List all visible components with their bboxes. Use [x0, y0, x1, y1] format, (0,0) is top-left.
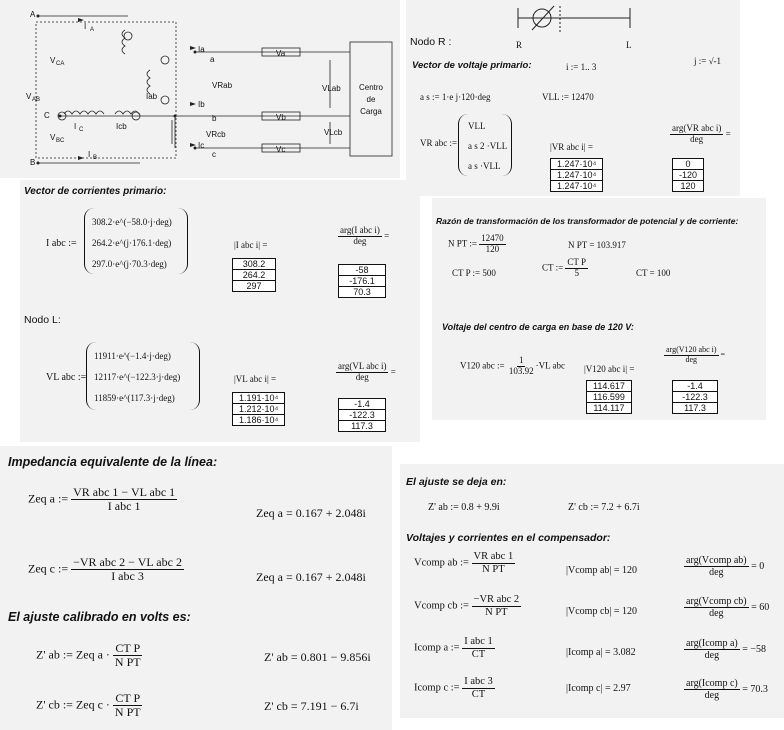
vcomp-ab-lhs: Vcomp ab :=: [414, 557, 469, 569]
diagram-label: Ia: [198, 45, 205, 54]
npt-den: 120: [485, 243, 500, 254]
v120-heading: Voltaje del centro de carga en base de 120 V:: [442, 322, 634, 332]
v120-lhs: V120 abc :=: [460, 360, 505, 371]
zcb-cal-den: N PT: [114, 705, 141, 720]
iabc-entry: 297.0·e^(j·70.3·deg): [92, 259, 167, 269]
zab-calibrated-result: Z' ab = 0.801 − 9.856i: [264, 650, 371, 664]
diagram-label: VLcb: [324, 128, 343, 137]
vcomp-cb-lhs: Vcomp cb :=: [414, 600, 469, 612]
vr-arg-cell: -120: [673, 170, 704, 181]
primary-voltage-heading: Vector de voltaje primario:: [412, 60, 532, 71]
diagram-label: V: [26, 92, 32, 101]
vcomp-cb-arg: [684, 596, 769, 619]
as-def: a s := 1·e j·120·deg: [420, 92, 491, 102]
v120-arg-den: deg: [685, 354, 698, 364]
v120-def: [460, 356, 565, 377]
zcb-calibrated-result: Z' cb = 7.191 − 6.7i: [264, 699, 359, 713]
icomp-c-arg-den: deg: [704, 690, 720, 701]
v120-mag-header: |V120 abc i| =: [584, 364, 635, 374]
diagram-label: c: [212, 150, 216, 159]
zeq-c-result: Zeq a = 0.167 + 2.048i: [256, 570, 366, 584]
diagram-label: Icb: [116, 122, 127, 131]
iabc-arg-header: $\frac{\text{arg(I abc i)}}{\text{deg}}$ =: [340, 225, 390, 246]
icomp-a-arg-val: = −58: [742, 643, 767, 655]
icomp-c-den: CT: [471, 688, 486, 700]
ct-den: 5: [574, 267, 579, 278]
ctp-def: CT P := 500: [452, 268, 496, 278]
diagram-label: I: [84, 22, 87, 31]
vcomp-ab-num: VR abc 1: [473, 551, 514, 562]
diagram-label: A: [30, 10, 36, 19]
icomp-c-def: [414, 676, 495, 700]
ct-lhs: CT :=: [542, 262, 564, 273]
vcomp-ab-mag: |Vcomp ab| = 120: [566, 565, 638, 576]
icomp-a-lhs: Icomp a :=: [414, 642, 460, 654]
v120-arg-header: $\frac{\text{arg(V120 abc i)}}{\text{deg}}$ =: [666, 345, 726, 364]
vr-mag-table: [550, 158, 603, 192]
v120-mag-cell: 114.117: [587, 403, 632, 414]
vlabc-mag-cell: 1.186·10⁴: [233, 415, 285, 426]
ct-num: CT P: [567, 257, 587, 267]
zab-cal-lhs: Z' ab := Zeq a ·: [36, 647, 110, 662]
vr-arg-cell: 0: [673, 159, 704, 170]
vll-def: VLL := 12470: [542, 92, 594, 102]
load-label-line: Carga: [360, 107, 382, 116]
vlabc-arg-den: deg: [355, 371, 369, 382]
meter-label: Va: [276, 49, 286, 58]
iabc-mag-cell: 308.2: [233, 259, 276, 270]
zeq-c-lhs: Zeq c :=: [28, 561, 69, 576]
vr-arg-den: deg: [690, 133, 704, 144]
diagram-label: C: [44, 111, 50, 120]
v120-rhs-tail: ·VL abc: [535, 360, 565, 371]
diagram-label: A: [90, 27, 95, 33]
vcomp-cb-def: [414, 594, 521, 618]
vr-arg-table: [672, 158, 704, 192]
vlabc-entry: 11859·e^(117.3·j·deg): [94, 393, 175, 403]
vcomp-cb-den: N PT: [485, 606, 508, 618]
zeq-c-num: −VR abc 2 − VL abc 2: [73, 555, 182, 569]
vr-mag-cell: 1.247·10⁴: [551, 159, 603, 170]
ct-result: CT = 100: [636, 268, 671, 278]
npt-def: [448, 234, 506, 255]
npt-lhs: N PT :=: [448, 238, 477, 249]
iabc-arg-cell: 70.3: [339, 287, 386, 298]
icomp-a-mag: |Icomp a| = 3.082: [566, 647, 636, 658]
zeq-c-def: [28, 556, 184, 583]
v120-arg-cell: 117.3: [673, 403, 718, 414]
zcb-setting: Z' cb := 7.2 + 6.7i: [568, 502, 640, 513]
calibrated-heading: El ajuste calibrado en volts es:: [8, 610, 191, 624]
diagram-label: CA: [56, 61, 65, 67]
vlabc-arg-cell: -1.4: [339, 399, 386, 410]
iabc-entry: 308.2·e^(−58.0·j·deg): [92, 217, 172, 227]
vcomp-ab-arg: [684, 555, 764, 578]
icomp-a-def: [414, 636, 495, 660]
zcb-cal-num: CT P: [115, 691, 141, 705]
vlabc-matrix-entries: [94, 346, 180, 409]
vlabc-mag-table: [232, 392, 285, 426]
vr-matrix-entry: a s 2 ·VLL: [468, 141, 508, 151]
load-label-line: de: [366, 95, 376, 104]
diagram-label: BC: [56, 138, 65, 144]
vr-arg-cell: 120: [673, 181, 704, 192]
zab-cal-den: N PT: [114, 655, 141, 670]
vcomp-cb-num: −VR abc 2: [473, 594, 520, 605]
v120-arg-table: [672, 380, 718, 414]
vr-arg-header: $\frac{\text{arg(VR abc i)}}{\text{deg}}$ =: [672, 123, 731, 144]
impedance-heading: Impedancia equivalente de la línea:: [8, 455, 218, 469]
v120-coef-num: 1: [518, 355, 524, 365]
iabc-mag-table: [232, 258, 276, 292]
node-r-title: Nodo R :: [410, 36, 452, 48]
diagram-label: VRab: [212, 81, 233, 90]
vcomp-cb-arg-val: = 60: [751, 601, 770, 613]
diagram-label: V: [50, 56, 56, 65]
iabc-lhs: I abc :=: [46, 238, 77, 249]
zeq-a-num: VR abc 1 − VL abc 1: [73, 485, 176, 499]
diagram-label: V: [50, 133, 56, 142]
j-def: j := √-1: [694, 56, 722, 66]
v120-mag-cell: 116.599: [587, 392, 632, 403]
icomp-c-num: I abc 3: [464, 676, 493, 687]
icomp-a-den: CT: [471, 648, 486, 660]
zeq-a-result: Zeq a = 0.167 + 2.048i: [256, 506, 366, 520]
vcomp-ab-den: N PT: [482, 563, 505, 575]
vr-mag-cell: 1.247·10⁴: [551, 170, 603, 181]
r-terminal-label: R: [516, 40, 523, 50]
icomp-a-arg: [684, 638, 766, 661]
vlabc-arg-num: arg(VL abc i): [338, 361, 387, 371]
vr-matrix-entry: VLL: [468, 121, 486, 131]
vcomp-ab-arg-den: deg: [709, 567, 724, 578]
l-terminal-label: L: [626, 40, 632, 50]
diagram-label: I: [88, 150, 91, 159]
vcomp-cb-arg-den: deg: [709, 608, 724, 619]
vlabc-arg-header: $\frac{\text{arg(VL abc i)}}{\text{deg}}$ =: [338, 361, 396, 382]
vlabc-mag-cell: 1.212·10⁴: [233, 404, 285, 415]
icomp-c-arg-num: arg(Icomp c): [686, 678, 738, 689]
v120-coef-den: 103.92: [508, 365, 534, 376]
zab-setting: Z' ab := 0.8 + 9.9i: [428, 502, 500, 513]
icomp-a-num: I abc 1: [464, 636, 493, 647]
icomp-a-arg-den: deg: [704, 650, 720, 661]
vcomp-ab-def: [414, 551, 515, 575]
diagram-label: B: [30, 158, 36, 167]
iabc-mag-cell: 264.2: [233, 270, 276, 281]
iabc-entry: 264.2·e^(j·176.1·deg): [92, 238, 172, 248]
vlabc-arg-cell: -122.3: [339, 410, 386, 421]
diagram-label: VLab: [322, 84, 341, 93]
meter-label: Vb: [276, 113, 286, 122]
diagram-label: b: [212, 114, 217, 123]
icomp-c-mag: |Icomp c| = 2.97: [566, 683, 631, 694]
iabc-arg-cell: -176.1: [339, 276, 386, 287]
v120-arg-cell: -122.3: [673, 392, 718, 403]
zeq-a-den: I abc 1: [107, 499, 141, 514]
vlabc-arg-table: [338, 398, 386, 432]
setting-heading: El ajuste se deja en:: [406, 476, 507, 488]
vlabc-entry: 12117·e^(−122.3·j·deg): [94, 372, 181, 382]
iabc-arg-cell: -58: [339, 265, 386, 276]
vcomp-cb-mag: |Vcomp cb| = 120: [566, 606, 638, 617]
load-label-line: Centro: [358, 83, 383, 92]
vr-arg-num: arg(VR abc i): [672, 123, 722, 133]
range-def: i := 1.. 3: [566, 62, 597, 72]
npt-result: N PT = 103.917: [568, 240, 626, 250]
vr-matrix-entry: a s ·VLL: [468, 161, 501, 171]
vr-lhs: VR abc :=: [420, 138, 458, 148]
regulator-symbol: [510, 4, 640, 46]
v120-arg-num: arg(V120 abc i): [666, 345, 717, 354]
iabc-arg-num: arg(I abc i): [340, 225, 380, 235]
diagram-label: Ib: [198, 100, 205, 109]
v120-arg-cell: -1.4: [673, 381, 718, 392]
vr-matrix-entries: [468, 116, 507, 176]
icomp-c-arg-val: = 70.3: [742, 683, 768, 695]
iabc-arg-table: [338, 264, 386, 298]
diagram-label: VRcb: [206, 130, 226, 139]
vlabc-mag-cell: 1.191·10⁴: [233, 393, 285, 404]
zcb-calibrated-def: [36, 692, 143, 719]
vlabc-entry: 11911·e^(−1.4·j·deg): [94, 351, 171, 361]
zcb-cal-lhs: Z' cb := Zeq c ·: [36, 697, 110, 712]
diagram-label: I: [74, 122, 77, 131]
vcomp-cb-arg-num: arg(Vcomp cb): [686, 596, 747, 607]
icomp-c-arg: [684, 678, 768, 701]
zeq-a-def: [28, 486, 177, 513]
zeq-a-lhs: Zeq a :=: [28, 491, 69, 506]
diagram-label: AB: [32, 97, 41, 103]
vr-mag-cell: 1.247·10⁴: [551, 181, 603, 192]
primary-current-heading: Vector de corrientes primario:: [24, 186, 167, 197]
v120-mag-table: [586, 380, 632, 414]
vlabc-mag-header: |VL abc i| =: [234, 374, 277, 384]
load-label: [356, 82, 386, 118]
v120-mag-cell: 114.617: [587, 381, 632, 392]
zab-cal-num: CT P: [115, 641, 141, 655]
ratio-heading: Razón de transformación de los transformador de potencial y de corriente:: [436, 216, 739, 226]
vcomp-ab-arg-val: = 0: [751, 560, 765, 572]
compensator-heading: Voltajes y corrientes en el compensador:: [406, 532, 611, 544]
vlabc-lhs: VL abc :=: [46, 372, 87, 383]
vlabc-arg-cell: 117.3: [339, 421, 386, 432]
diagram-label: B: [93, 155, 98, 161]
node-l-title: Nodo L:: [24, 314, 61, 326]
iabc-mag-cell: 297: [233, 281, 276, 292]
zeq-c-den: I abc 3: [111, 569, 144, 584]
iabc-arg-den: deg: [353, 235, 367, 246]
ct-def: [542, 258, 588, 279]
zab-calibrated-def: [36, 642, 143, 669]
vr-mag-header: |VR abc i| =: [550, 142, 593, 152]
meter-label: Vc: [276, 145, 286, 154]
icomp-a-arg-num: arg(Icomp a): [686, 638, 738, 649]
iabc-matrix-entries: [92, 212, 172, 275]
icomp-c-lhs: Icomp c :=: [414, 682, 460, 694]
diagram-label: Ic: [198, 141, 205, 150]
diagram-label: a: [210, 55, 215, 64]
vcomp-ab-arg-num: arg(Vcomp ab): [686, 555, 747, 566]
iabc-mag-header: |I abc i| =: [234, 240, 268, 250]
diagram-label: Iab: [146, 92, 158, 101]
diagram-label: C: [79, 127, 84, 133]
npt-num: 12470: [481, 233, 504, 243]
